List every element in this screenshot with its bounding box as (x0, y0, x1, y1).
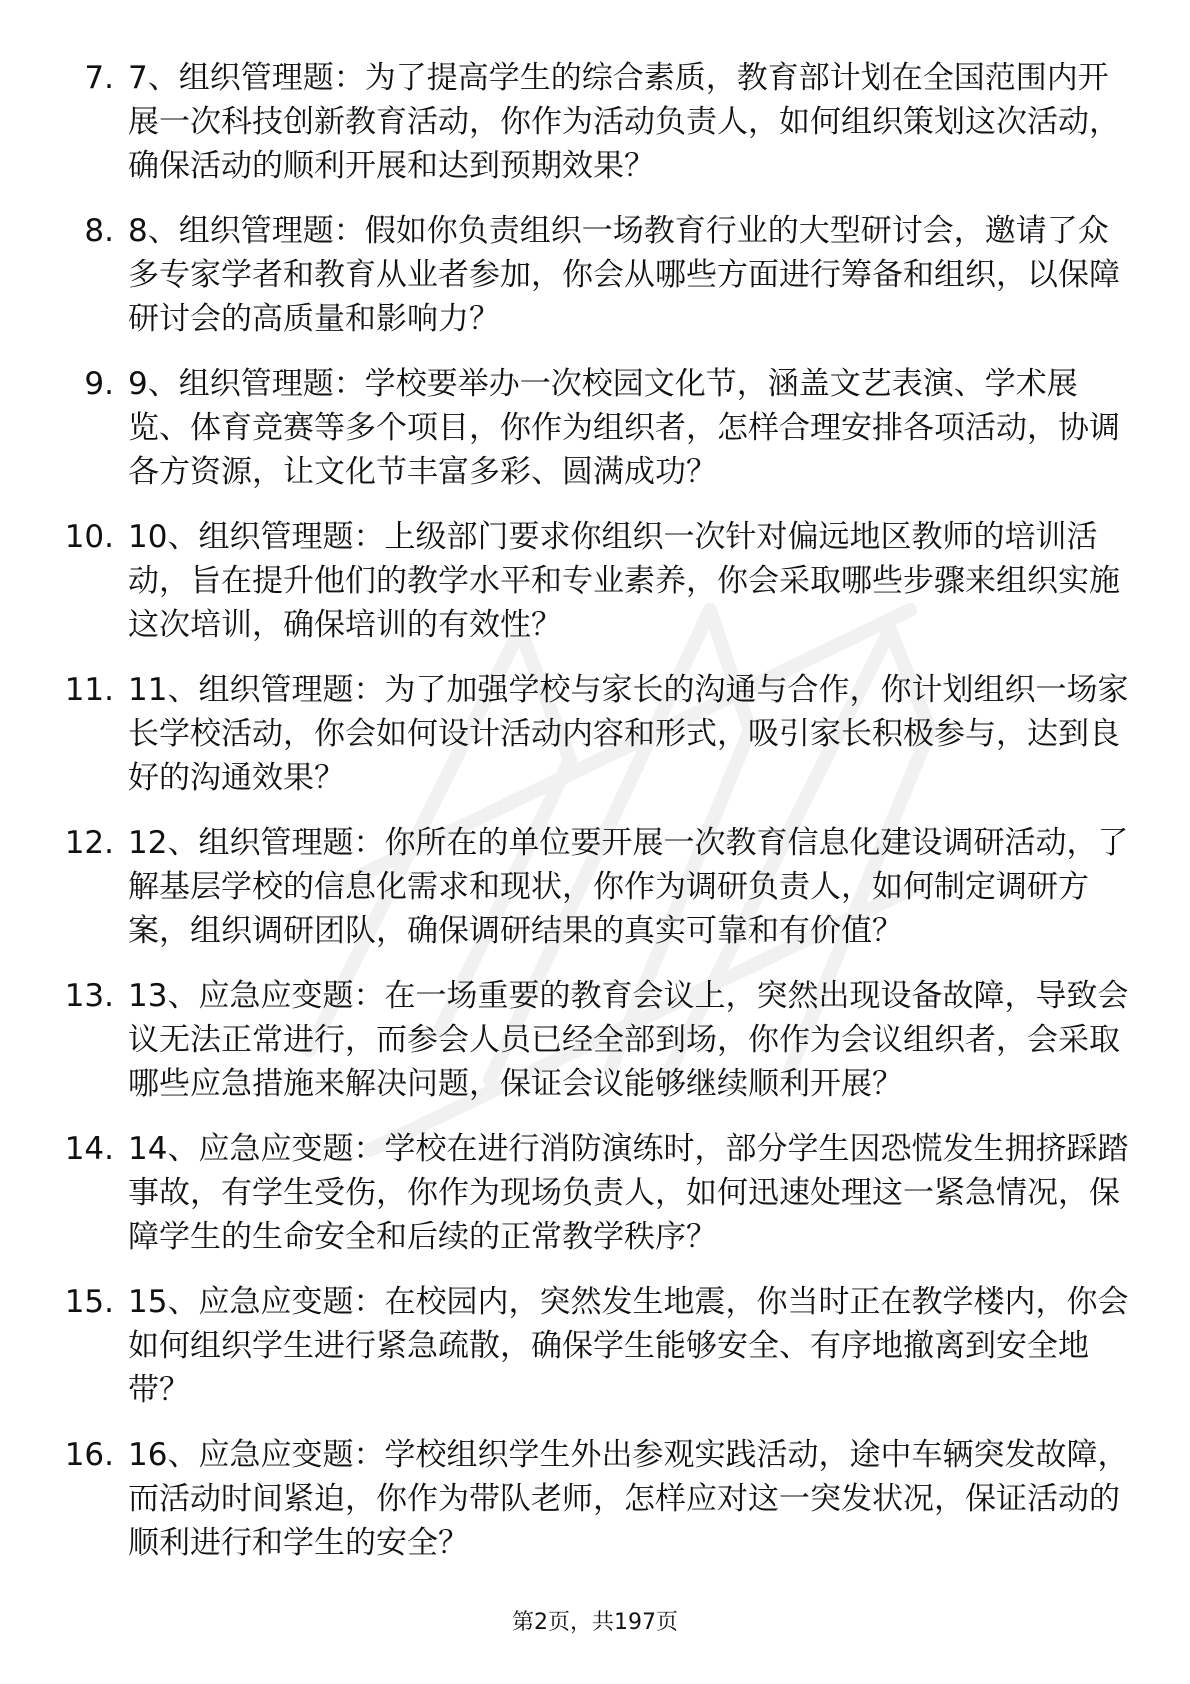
question-number: 9. (84, 366, 114, 402)
question-text: 13、应急应变题：在一场重要的教育会议上，突然出现设备故障，导致会议无法正常进行，而参会人员已经全部到场，你作为会议组织者，会采取哪些应急措施来解决问题，保证会议能够继续顺利开展？ (128, 978, 1129, 1102)
question-item-13 (58, 974, 1133, 1106)
question-item-8 (58, 209, 1133, 341)
question-text: 9、组织管理题：学校要举办一次校园文化节，涵盖文艺表演、学术展览、体育竞赛等多个项目，你作为组织者，怎样合理安排各项活动，协调各方资源，让文化节丰富多彩、圆满成功？ (128, 366, 1120, 490)
question-number: 13. (64, 978, 114, 1014)
question-item-7 (58, 56, 1133, 188)
question-number: 11. (64, 672, 114, 708)
question-number: 10. (64, 519, 114, 555)
question-text: 11、组织管理题：为了加强学校与家长的沟通与合作，你计划组织一场家长学校活动，你会如何设计活动内容和形式，吸引家长积极参与，达到良好的沟通效果？ (128, 672, 1129, 796)
question-item-12 (58, 821, 1133, 953)
question-text: 15、应急应变题：在校园内，突然发生地震，你当时正在教学楼内，你会如何组织学生进行紧急疏散，确保学生能够安全、有序地撤离到安全地带？ (128, 1284, 1129, 1408)
question-item-9 (58, 362, 1133, 494)
question-number: 7. (84, 60, 114, 96)
page-footer: 第2页，共197页 (512, 1610, 678, 1635)
question-number: 8. (84, 213, 114, 249)
question-item-16 (58, 1433, 1133, 1565)
question-text: 16、应急应变题：学校组织学生外出参观实践活动，途中车辆突发故障，而活动时间紧迫，你作为带队老师，怎样应对这一突发状况，保证活动的顺利进行和学生的安全？ (128, 1437, 1129, 1561)
question-text: 8、组织管理题：假如你负责组织一场教育行业的大型研讨会，邀请了众多专家学者和教育从业者参加，你会从哪些方面进行筹备和组织，以保障研讨会的高质量和影响力？ (128, 213, 1120, 337)
question-text: 14、应急应变题：学校在进行消防演练时，部分学生因恐慌发生拥挤踩踏事故，有学生受伤，你作为现场负责人，如何迅速处理这一紧急情况，保障学生的生命安全和后续的正常教学秩序？ (128, 1131, 1129, 1255)
question-text: 7、组织管理题：为了提高学生的综合素质，教育部计划在全国范围内开展一次科技创新教育活动，你作为活动负责人，如何组织策划这次活动，确保活动的顺利开展和达到预期效果？ (128, 60, 1120, 184)
question-item-11 (58, 668, 1133, 800)
question-text: 12、组织管理题：你所在的单位要开展一次教育信息化建设调研活动，了解基层学校的信息化需求和现状，你作为调研负责人，如何制定调研方案，组织调研团队，确保调研结果的真实可靠和有价值？ (128, 825, 1129, 949)
question-item-10 (58, 515, 1133, 647)
question-item-15 (58, 1280, 1133, 1412)
question-number: 15. (64, 1284, 114, 1320)
question-number: 12. (64, 825, 114, 861)
question-item-14 (58, 1127, 1133, 1259)
question-number: 16. (64, 1437, 114, 1473)
question-number: 14. (64, 1131, 114, 1167)
question-text: 10、组织管理题：上级部门要求你组织一次针对偏远地区教师的培训活动，旨在提升他们的教学水平和专业素养，你会采取哪些步骤来组织实施这次培训，确保培训的有效性？ (128, 519, 1120, 643)
question-list (58, 56, 1133, 1586)
